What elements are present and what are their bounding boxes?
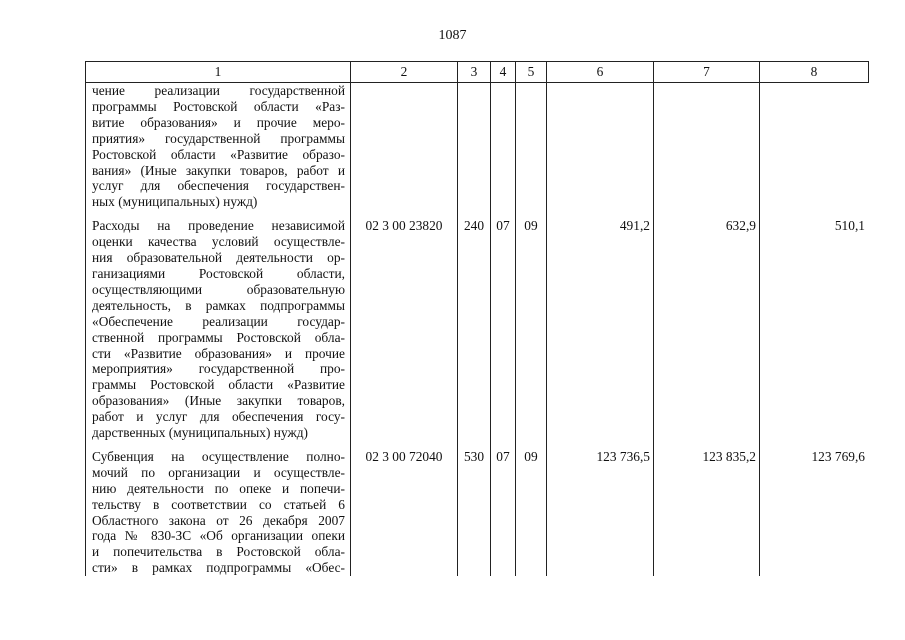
table-row <box>86 218 869 441</box>
row-value-col6: 123 736,5 <box>547 449 654 576</box>
description-line: работ и услуг для обеспечения госу- <box>92 409 345 425</box>
row-expense-type: 530 <box>458 449 491 576</box>
description-line: мероприятия» государственной про- <box>92 361 345 377</box>
description-line: Областного закона от 26 декабря 2007 <box>92 512 345 528</box>
row-subsection: 09 <box>516 449 547 576</box>
row-description <box>86 83 351 211</box>
row-value-col7: 632,9 <box>654 218 760 441</box>
row-value-col7 <box>654 83 760 211</box>
row-value-col6: 491,2 <box>547 218 654 441</box>
row-subsection: 09 <box>516 218 547 441</box>
header-col-4: 4 <box>491 62 516 83</box>
description-line: Расходы на проведение независимой <box>92 218 345 234</box>
description-line: «Обеспечение реализации государ- <box>92 313 345 329</box>
description-line: программы Ростовской области «Раз- <box>92 98 345 114</box>
row-expense-type <box>458 83 491 211</box>
row-gap <box>86 210 869 218</box>
description-line: приятия» государственной программы <box>92 130 345 146</box>
row-target-code: 02 3 00 23820 <box>351 218 458 441</box>
page-number: 1087 <box>438 28 467 43</box>
header-col-6: 6 <box>547 62 654 83</box>
row-value-col7: 123 835,2 <box>654 449 760 576</box>
description-line: дарственных (муниципальных) нужд) <box>92 425 308 441</box>
row-description <box>86 449 351 576</box>
row-expense-type: 240 <box>458 218 491 441</box>
header-col-8: 8 <box>760 62 869 83</box>
description-line: мочий по организации и осуществле- <box>92 464 345 480</box>
description-line: года № 830-ЗС «Об организации опеки <box>92 528 345 544</box>
description-line: сти «Развитие образования» и прочие <box>92 345 345 361</box>
description-line: тельству в соответствии со статьей 6 <box>92 496 345 512</box>
header-col-5: 5 <box>516 62 547 83</box>
row-section: 07 <box>491 449 516 576</box>
description-line: ственной программы Ростовской обла- <box>92 329 345 345</box>
description-line: образования» (Иные закупки товаров, <box>92 393 345 409</box>
header-col-7: 7 <box>654 62 760 83</box>
row-value-col8: 510,1 <box>834 218 865 234</box>
description-line: витие образования» и прочие меро- <box>92 114 345 130</box>
row-section <box>491 83 516 211</box>
description-line: осуществляющими образовательную <box>92 281 345 297</box>
header-col-2: 2 <box>351 62 458 83</box>
header-col-1: 1 <box>86 62 351 83</box>
description-line: ния образовательной деятельности ор- <box>92 250 345 266</box>
row-section: 07 <box>491 218 516 441</box>
row-gap <box>86 441 869 449</box>
row-value-col8: 123 769,6 <box>811 448 865 464</box>
description-line: вания» (Иные закупки товаров, работ и <box>92 162 345 178</box>
description-line: чение реализации государственной <box>92 83 345 98</box>
budget-table <box>85 61 869 576</box>
description-line: Ростовской области «Развитие образо- <box>92 146 345 162</box>
table-body <box>86 83 869 577</box>
table-header <box>86 62 869 83</box>
description-line: ганизациями Ростовской области, <box>92 265 345 281</box>
header-col-3: 3 <box>458 62 491 83</box>
row-description <box>86 218 351 441</box>
header-row <box>86 62 869 83</box>
description-line: нию деятельности по опеке и попечи- <box>92 480 345 496</box>
description-line: деятельность, в рамках подпрограммы <box>92 297 345 313</box>
description-line: оценки качества условий осуществле- <box>92 234 345 250</box>
description-line: граммы Ростовской области «Развитие <box>92 377 345 393</box>
row-target-code <box>351 83 458 211</box>
row-target-code: 02 3 00 72040 <box>351 449 458 576</box>
description-line: Субвенция на осуществление полно- <box>92 448 345 464</box>
table-row <box>86 449 869 576</box>
description-line: сти» в рамках подпрограммы «Обес- <box>92 560 345 576</box>
description-line: ных (муниципальных) нужд) <box>92 194 258 210</box>
description-line: и попечительства в Ростовской обла- <box>92 544 345 560</box>
row-subsection <box>516 83 547 211</box>
table-row <box>86 83 869 211</box>
row-value-col8 <box>760 83 869 211</box>
row-value-col6 <box>547 83 654 211</box>
description-line: услуг для обеспечения государствен- <box>92 178 345 194</box>
